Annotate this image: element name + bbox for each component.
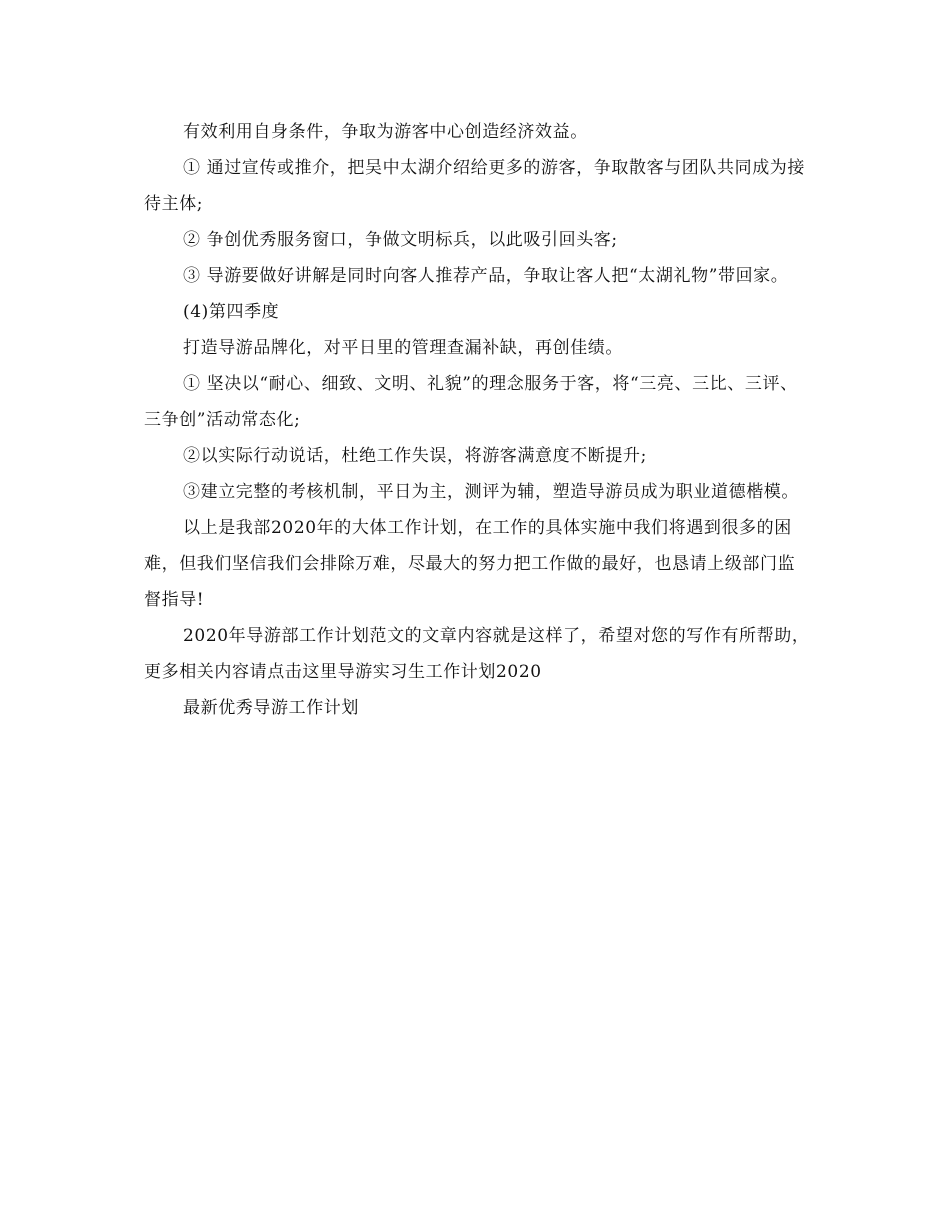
paragraph-11: 最新优秀导游工作计划 xyxy=(183,698,359,718)
paragraph-4: ③ 导游要做好讲解是同时向客人推荐产品，争取让客人把“太湖礼物”带回家。 xyxy=(183,266,789,286)
paragraph-10: 2020年导游部工作计划范文的文章内容就是这样了，希望对您的写作有所帮助，更多相关内容请点击这里导游实习生工作计划2020 xyxy=(144,626,810,682)
paragraph-7: ②以实际行动说话，杜绝工作失误，将游客满意度不断提升; xyxy=(183,446,647,466)
paragraph-6: ① 坚决以“耐心、细致、文明、礼貌”的理念服务于客，将“三亮、三比、三评、三争创”活动常态化; xyxy=(144,374,798,430)
paragraph-5: 打造导游品牌化，对平日里的管理查漏补缺，再创佳绩。 xyxy=(183,338,623,358)
paragraph-1: 有效利用自身条件，争取为游客中心创造经济效益。 xyxy=(183,122,588,142)
paragraph-3: ② 争创优秀服务窗口，争做文明标兵，以此吸引回头客; xyxy=(183,230,618,250)
paragraph-2: ① 通过宣传或推介，把吴中太湖介绍给更多的游客，争取散客与团队共同成为接待主体; xyxy=(144,158,806,214)
paragraph-9: 以上是我部2020年的大体工作计划，在工作的具体实施中我们将遇到很多的困难，但我们坚信我们会排除万难，尽最大的努力把工作做的最好，也恳请上级部门监督指导! xyxy=(144,518,796,610)
section-heading: (4)第四季度 xyxy=(183,302,280,322)
paragraph-8: ③建立完整的考核机制，平日为主，测评为辅，塑造导游员成为职业道德楷模。 xyxy=(183,482,799,502)
document-body xyxy=(144,114,812,726)
